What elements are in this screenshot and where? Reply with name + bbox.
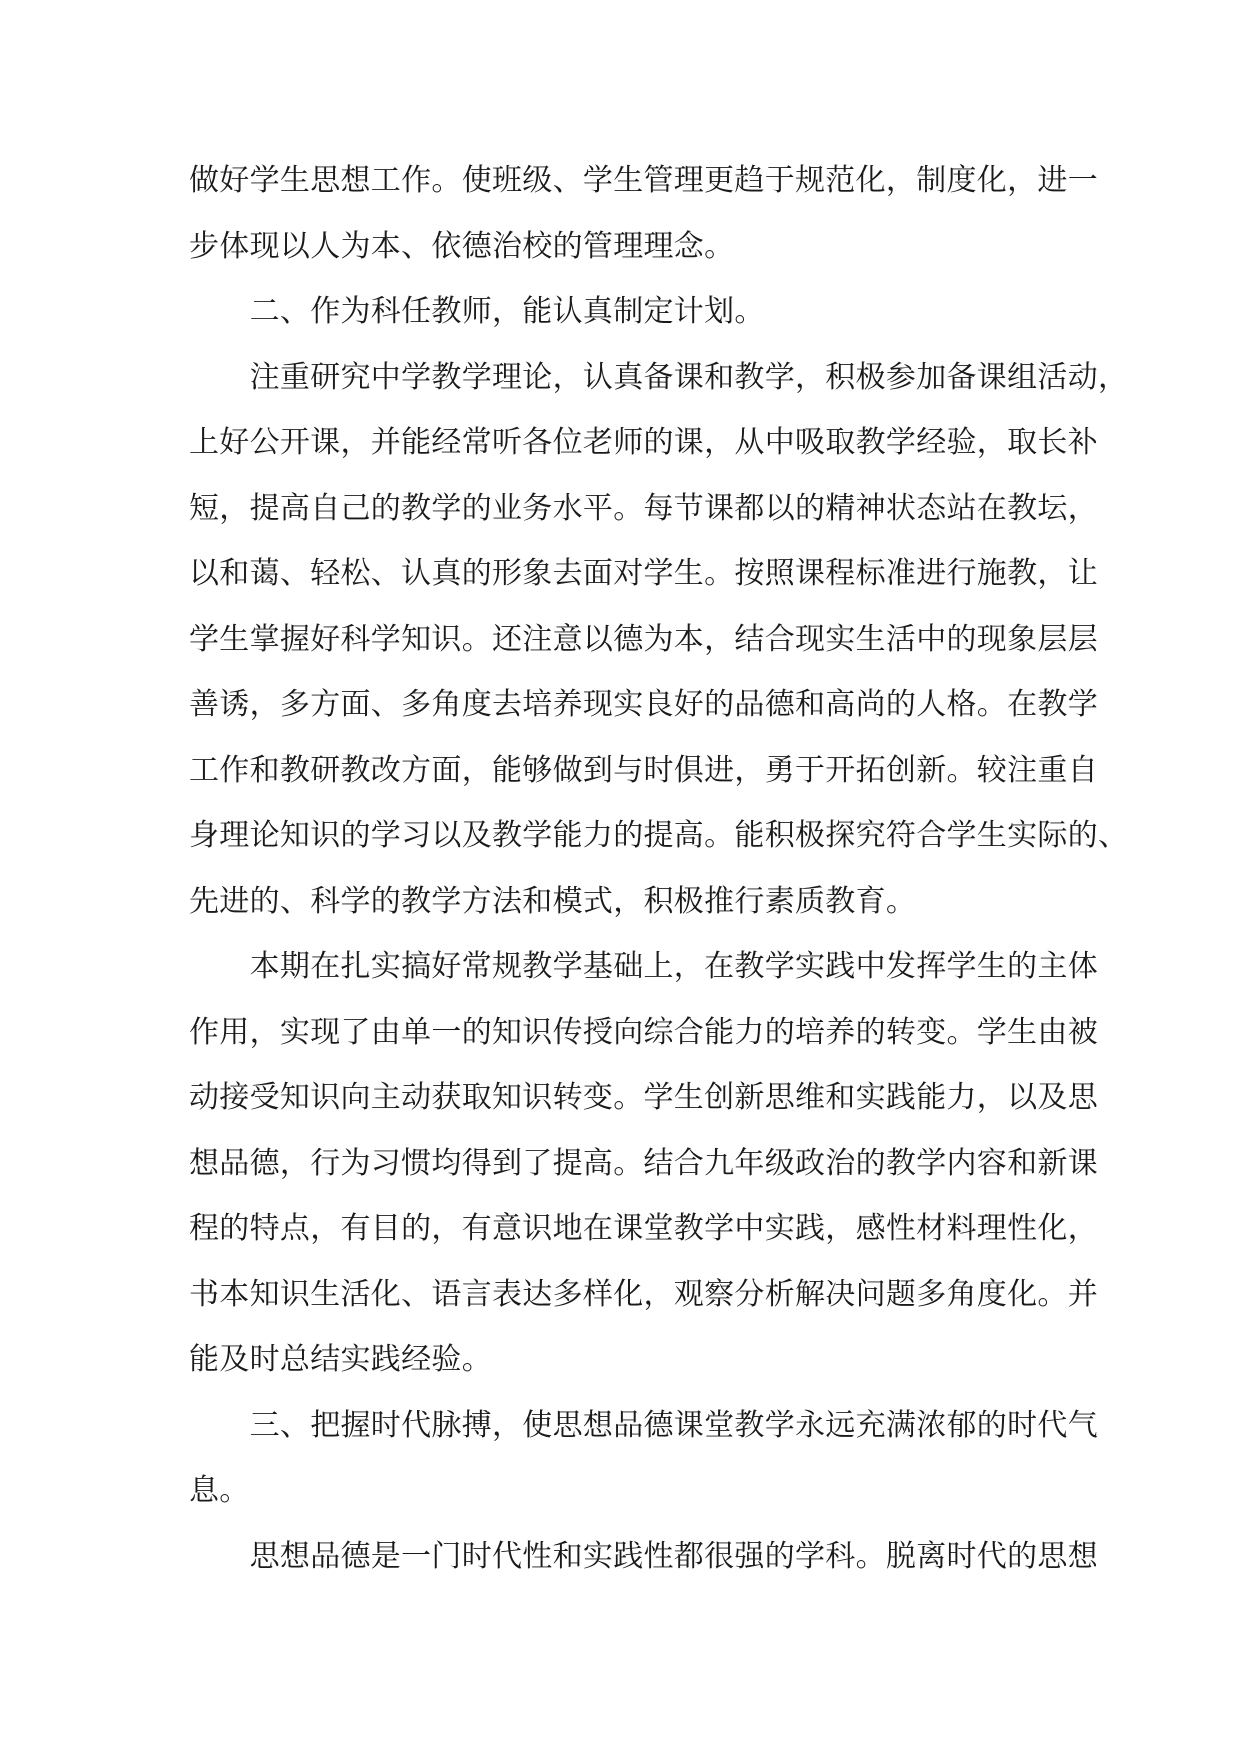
text-line: 作用，实现了由单一的知识传授向综合能力的培养的转变。学生由被 [189,1014,1098,1050]
text-line: 善诱，多方面、多角度去培养现实良好的品德和高尚的人格。在教学 [189,687,1098,722]
text-line: 步体现以人为本、依德治校的管理理念。 [189,228,735,264]
text-line: 身理论知识的学习以及教学能力的提高。能积极探究符合学生实际的、 [189,818,1129,853]
text-line: 程的特点，有目的，有意识地在课堂教学中实践，感性材料理性化， [189,1211,1098,1246]
text-line: 本期在扎实搞好常规教学基础上，在教学实践中发挥学生的主体 [189,949,1098,984]
text-line: 以和蔼、轻松、认真的形象去面对学生。按照课程标准进行施教，让 [189,556,1098,591]
section-heading: 息。 [189,1473,250,1508]
section-heading: 三、把握时代脉搏，使思想品德课堂教学永远充满浓郁的时代气 [189,1407,1098,1443]
body-text [189,156,1129,1597]
text-line: 书本知识生活化、语言表达多样化，观察分析解决问题多角度化。并 [189,1276,1098,1312]
text-line: 能及时总结实践经验。 [189,1342,492,1377]
text-line: 想品德，行为习惯均得到了提高。结合九年级政治的教学内容和新课 [189,1145,1098,1181]
text-line: 学生掌握好科学知识。还注意以德为本，结合现实生活中的现象层层 [189,621,1098,657]
text-line: 思想品德是一门时代性和实践性都很强的学科。脱离时代的思想 [189,1538,1098,1574]
text-line: 注重研究中学教学理论，认真备课和教学，积极参加备课组活动， [189,359,1129,395]
text-line: 短，提高自己的教学的业务水平。每节课都以的精神状态站在教坛， [189,490,1098,526]
text-line: 先进的、科学的教学方法和模式，积极推行素质教育。 [189,883,917,919]
text-line: 动接受知识向主动获取知识转变。学生创新思维和实践能力，以及思 [189,1080,1098,1115]
text-line: 工作和教研教改方面，能够做到与时俱进，勇于开拓创新。较注重自 [189,752,1098,788]
text-line: 做好学生思想工作。使班级、学生管理更趋于规范化，制度化，进一 [189,163,1098,198]
text-line: 上好公开课，并能经常听各位老师的课，从中吸取教学经验，取长补 [189,425,1098,460]
section-heading: 二、作为科任教师，能认真制定计划。 [189,294,765,329]
